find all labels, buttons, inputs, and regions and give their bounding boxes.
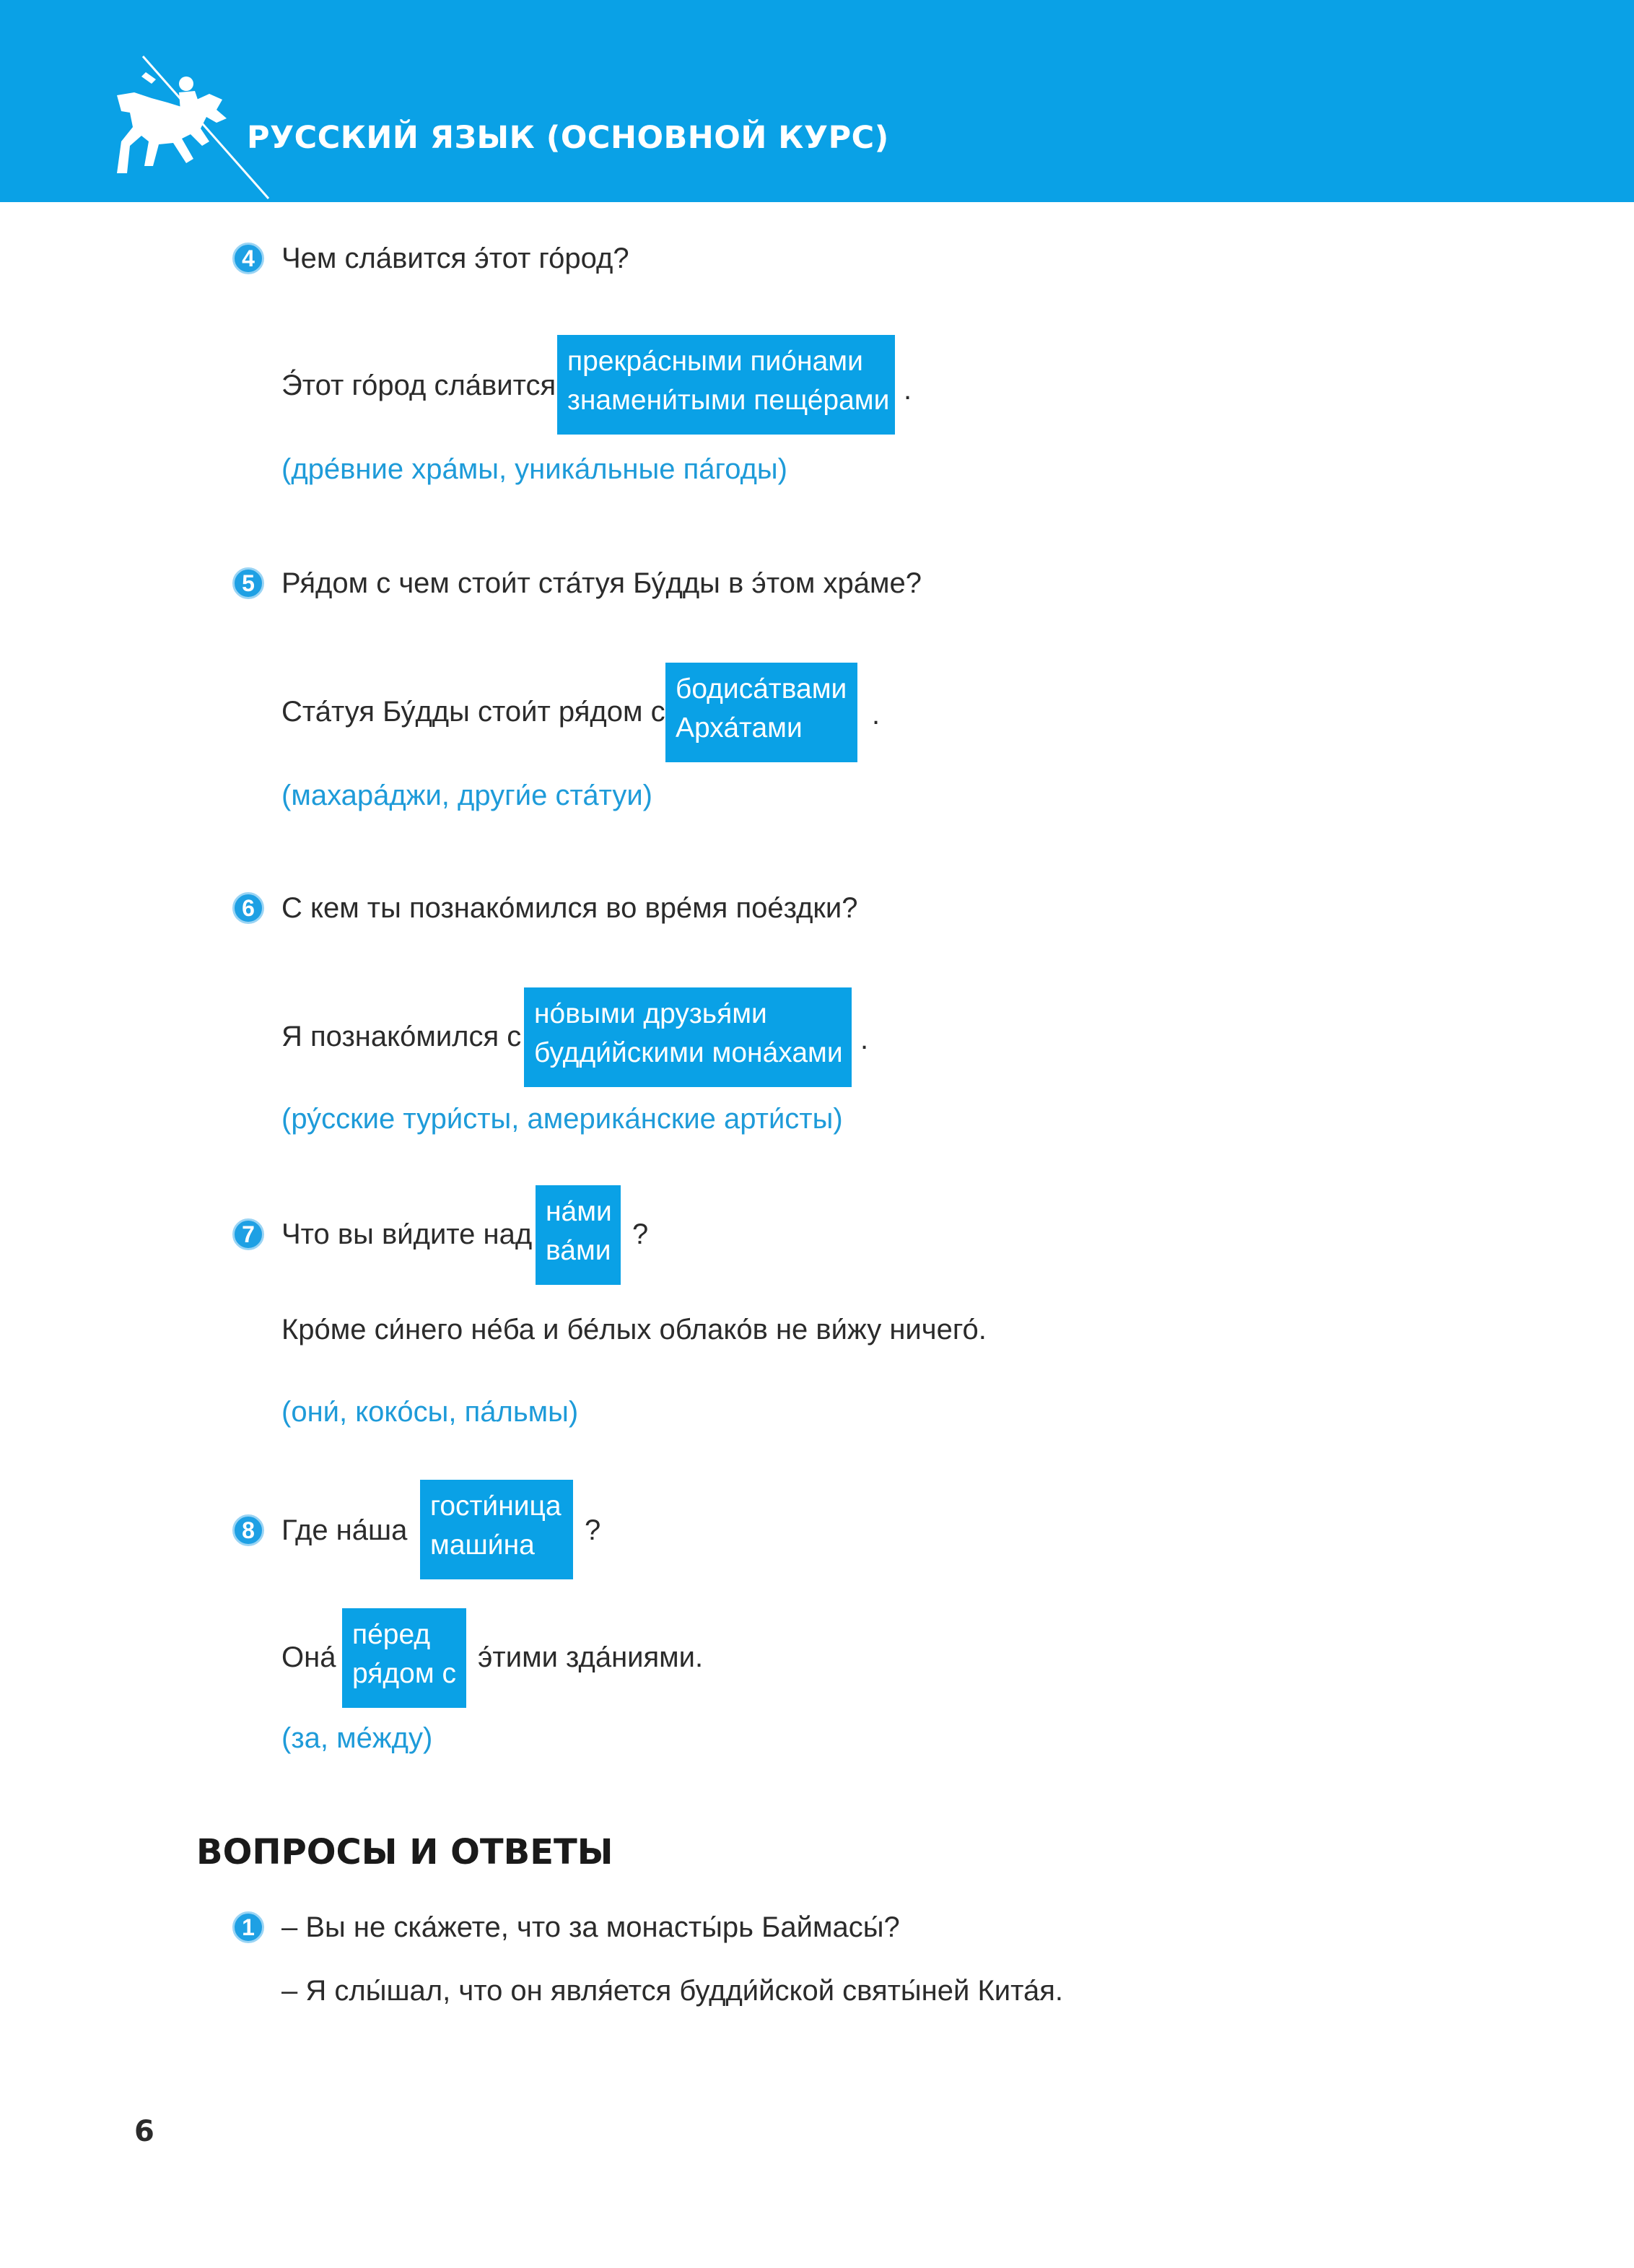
header-title: РУССКИЙ ЯЗЫК (ОСНОВНОЙ КУРС) xyxy=(247,120,889,156)
exercise-question: С кем ты познако́мился во вре́мя пое́здки? xyxy=(281,892,858,924)
exercise-question-before: Где на́ша xyxy=(281,1514,408,1546)
substitution-box xyxy=(665,663,857,762)
hint-text: (они́, коко́сы, па́льмы) xyxy=(281,1396,579,1428)
option-text: гости́ница xyxy=(430,1491,562,1522)
answer-text-before: Она́ xyxy=(281,1641,336,1673)
option-text: будди́йскими мона́хами xyxy=(534,1037,843,1068)
option-text: знамени́тыми пеще́рами xyxy=(567,385,890,416)
exercise-question-after: ? xyxy=(632,1218,649,1250)
exercise-number-badge: 4 xyxy=(232,243,264,274)
answer-text-before: Ста́туя Бу́дды стои́т ря́дом с xyxy=(281,696,665,728)
option-text: пе́ред xyxy=(352,1619,431,1650)
exercise-question: Ря́дом с чем стои́т ста́туя Бу́дды в э́том хра́ме? xyxy=(281,567,922,599)
option-text: на́ми xyxy=(546,1196,612,1227)
answer-text-after: . xyxy=(872,699,881,730)
qa-question: – Вы не ска́жете, что за монасты́рь Баймасы́? xyxy=(281,1911,900,1943)
option-text: Арха́тами xyxy=(676,712,803,743)
substitution-box xyxy=(536,1185,621,1285)
hint-text: (за, ме́жду) xyxy=(281,1722,433,1754)
exercise-question-after: ? xyxy=(585,1514,601,1546)
option-text: ва́ми xyxy=(546,1235,611,1266)
qa-number-badge: 1 xyxy=(232,1911,264,1943)
exercise-number-badge: 7 xyxy=(232,1218,264,1250)
answer-text-after: . xyxy=(904,374,912,406)
option-text: бодиса́твами xyxy=(676,673,847,705)
page-header xyxy=(0,0,1634,202)
exercise-number-badge: 5 xyxy=(232,567,264,599)
exercise-question: Чем сла́вится э́тот го́род? xyxy=(281,243,629,274)
exercise-number-badge: 8 xyxy=(232,1514,264,1546)
hint-text: (ру́сские тури́сты, америка́нские арти́сты) xyxy=(281,1103,843,1135)
page-number: 6 xyxy=(134,2115,154,2148)
answer-text-after: э́тими зда́ниями. xyxy=(478,1641,704,1673)
substitution-box xyxy=(342,1608,466,1708)
hint-text: (дре́вние хра́мы, уника́льные па́годы) xyxy=(281,453,787,485)
answer-text: Кро́ме си́него не́ба и бе́лых облако́в не ви́жу ничего́. xyxy=(281,1314,987,1345)
option-text: но́выми друзья́ми xyxy=(534,998,767,1029)
exercise-question-before: Что вы ви́дите над xyxy=(281,1218,533,1250)
answer-text-before: Э́тот го́род сла́вится xyxy=(281,370,556,401)
option-text: маши́на xyxy=(430,1530,535,1561)
section-title: ВОПРОСЫ И ОТВЕТЫ xyxy=(196,1832,613,1872)
option-text: ря́дом с xyxy=(352,1658,456,1689)
option-text: прекра́сными пио́нами xyxy=(567,346,863,377)
substitution-box xyxy=(524,987,852,1087)
answer-text-after: . xyxy=(860,1024,869,1055)
qa-answer: – Я слы́шал, что он явля́ется будди́йской святы́ней Кита́я. xyxy=(281,1975,1064,2007)
answer-text-before: Я познако́мился с xyxy=(281,1021,522,1052)
substitution-box xyxy=(557,335,895,435)
hint-text: (махара́джи, други́е ста́туи) xyxy=(281,780,653,811)
substitution-box xyxy=(420,1480,573,1579)
exercise-number-badge: 6 xyxy=(232,892,264,924)
